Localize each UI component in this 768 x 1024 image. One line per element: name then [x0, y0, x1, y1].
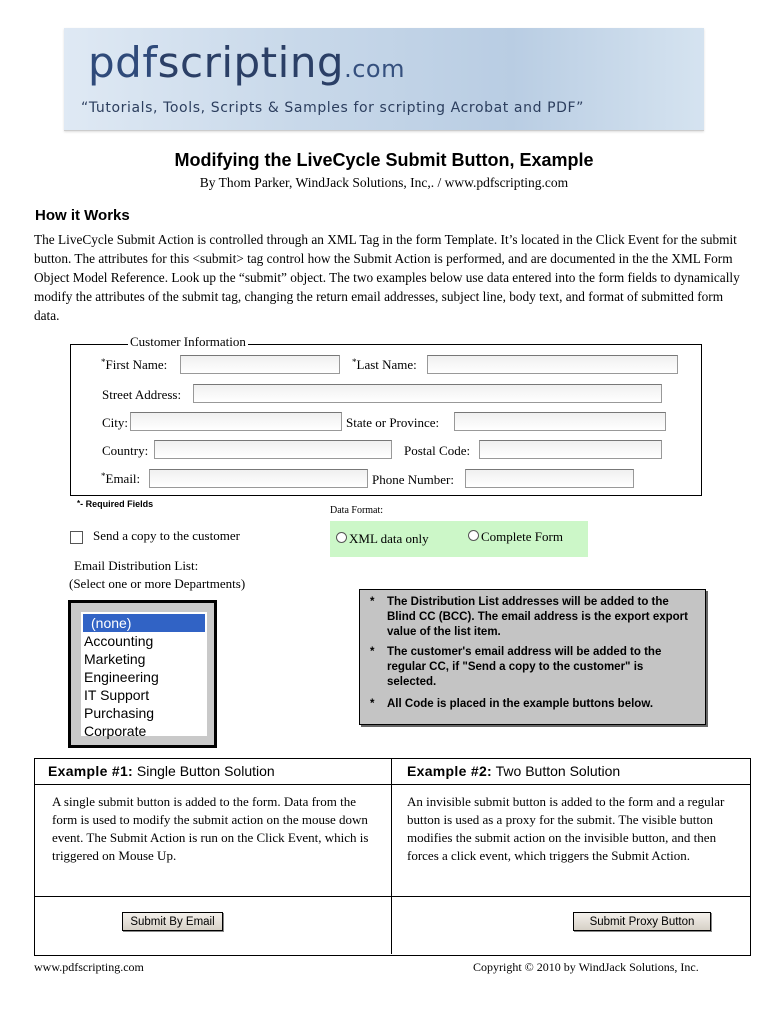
- customer-info-legend: Customer Information: [130, 334, 246, 349]
- footer-url: www.pdfscripting.com: [34, 960, 144, 974]
- phone-label: Phone Number:: [372, 472, 454, 487]
- state-label: State or Province:: [346, 415, 440, 430]
- first-name-input[interactable]: [180, 355, 340, 374]
- brand-logo: [88, 38, 405, 87]
- brand-scripting: scripting: [157, 38, 345, 87]
- required-star: *: [352, 357, 357, 367]
- email-distribution-label: Email Distribution List:: [74, 558, 199, 573]
- last-name-input[interactable]: [427, 355, 678, 374]
- country-input[interactable]: [154, 440, 392, 459]
- brand-com: .com: [344, 55, 405, 83]
- example-2-header: Example #2: Two Button Solution: [407, 763, 621, 779]
- phone-input[interactable]: [465, 469, 634, 488]
- country-label: Country:: [102, 443, 149, 458]
- postal-code-label: Postal Code:: [404, 443, 471, 458]
- city-input[interactable]: [130, 412, 342, 431]
- note-item: * All Code is placed in the example buttons below.: [370, 698, 654, 710]
- email-label: *Email:: [101, 471, 141, 486]
- byline: By Thom Parker, WindJack Solutions, Inc,. / www.pdfscripting.com: [199, 175, 569, 190]
- brand-pdf: pdf: [88, 38, 158, 87]
- city-label: City:: [102, 415, 129, 430]
- required-star: *: [101, 357, 106, 367]
- send-copy-checkbox[interactable]: [70, 531, 83, 544]
- data-format-label: Data Format:: [330, 505, 384, 516]
- example-1-description: A single submit button is added to the form. Data from the form is used to modify the submit action on the mouse down event. The Submit Action is run on the Click Event, which is triggered on Mouse Up.: [52, 794, 369, 863]
- email-distribution-hint: (Select one or more Departments): [69, 576, 246, 591]
- example-2-description: An invisible submit button is added to the form and a regular button is used as a proxy for the submit. The visible button modifies the submit action on the invisible button, and then forces a click event, which triggers the Submit Action.: [407, 794, 725, 863]
- required-fields-note: *- Required Fields: [77, 499, 154, 509]
- state-input[interactable]: [454, 412, 666, 431]
- submit-by-email-button[interactable]: Submit By Email: [122, 912, 223, 931]
- intro-paragraph: The LiveCycle Submit Action is controlled through an XML Tag in the form Template. It’s located in the Click Event for the submit button. The attributes for this <submit> tag control how the Submit Action is performed, and are documented in the the XML Form Object Model Reference. Look up the “submit” object. The two examples below use data entered into the form fields to dynamically modify the attributes of the submit tag, changing the return email addresses, subject line, body text, and format of submitted form data.: [34, 232, 740, 323]
- required-star: *: [101, 471, 106, 481]
- last-name-label: *Last Name:: [352, 357, 417, 372]
- send-copy-label: Send a copy to the customer: [93, 528, 240, 543]
- distribution-listbox[interactable]: [68, 600, 217, 748]
- example-1-header: Example #1: Single Button Solution: [48, 763, 275, 779]
- notes-box: [359, 589, 706, 725]
- required-star: *: [77, 499, 81, 508]
- page-title: Modifying the LiveCycle Submit Button, Example: [174, 150, 594, 170]
- table-divider: [34, 784, 750, 785]
- list-option[interactable]: IT Support: [84, 687, 150, 703]
- list-option[interactable]: Engineering: [84, 669, 159, 685]
- radio-icon[interactable]: [468, 530, 479, 541]
- radio-xml-option[interactable]: [336, 531, 429, 547]
- note-item: * The Distribution List addresses will be added to the Blind CC (BCC). The email address is the export export value of the list item.: [370, 596, 688, 638]
- table-divider: [34, 896, 750, 897]
- table-divider: [391, 758, 392, 954]
- submit-proxy-button[interactable]: Submit Proxy Button: [573, 912, 711, 931]
- list-option[interactable]: Marketing: [84, 651, 146, 667]
- list-option[interactable]: Purchasing: [84, 705, 155, 721]
- email-input[interactable]: [149, 469, 368, 488]
- section-heading: How it Works: [35, 207, 130, 224]
- list-option[interactable]: Accounting: [84, 633, 154, 649]
- radio-complete-option[interactable]: [468, 529, 563, 545]
- first-name-label: *First Name:: [101, 357, 168, 372]
- postal-code-input[interactable]: [479, 440, 662, 459]
- street-address-label: Street Address:: [102, 387, 182, 402]
- list-option[interactable]: Corporate: [84, 723, 147, 739]
- list-option[interactable]: (none): [83, 614, 205, 632]
- radio-icon[interactable]: [336, 532, 347, 543]
- tagline: “Tutorials, Tools, Scripts & Samples for scripting Acrobat and PDF”: [81, 100, 585, 116]
- footer-copyright: Copyright © 2010 by WindJack Solutions, Inc.: [473, 960, 699, 974]
- radio-complete-label: Complete Form: [481, 529, 563, 544]
- radio-xml-label: XML data only: [349, 531, 429, 546]
- note-item: * The customer's email address will be added to the regular CC, if "Send a copy to the customer" is selected.: [370, 646, 662, 688]
- street-address-input[interactable]: [193, 384, 662, 403]
- listbox-options: [81, 612, 207, 739]
